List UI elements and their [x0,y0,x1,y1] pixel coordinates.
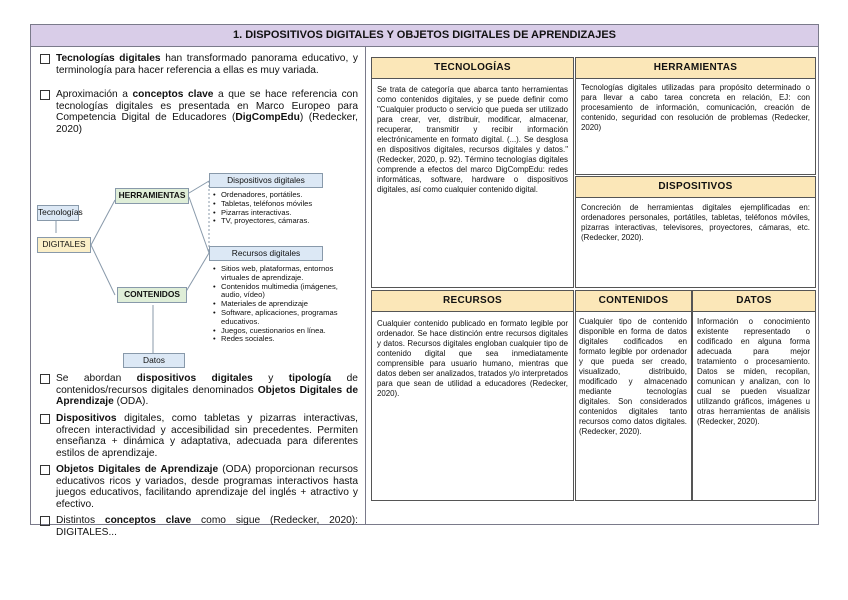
header-tecnologias: TECNOLOGÍAS [371,57,574,79]
text-recursos: Cualquier contenido publicado en formato legible por ordenador. Se hace distinción entre recursos digitales y datos. Recursos digitales engloban cualquier tipo de contenido digital que sea inmediatamente comprensible para usuario humano, mientras que datos deben ser analizados, tratados y/o interpretados para que sean de utilidad a educadores (Redecker, 2020). [377,319,568,398]
bullet-tecnologias: Tecnologías digitales han transformado panorama educativo, y terminología para hacer referencia a ellas es muy variada. [40,53,358,76]
checkbox-icon [40,465,50,475]
checkbox-icon [40,90,50,100]
right-column [366,47,818,524]
dispositivos-list [213,191,353,226]
text-herramientas: Tecnologías digitales utilizadas para propósito determinado o para llevar a cabo tarea concreta en relación, EJ: con procesamiento de información, comunicación, creación de contenido, seguridad con resolución de problemas (Redecker, 2020) [581,83,810,132]
node-recursos: Recursos digitales [209,246,323,261]
slide-frame [30,24,819,538]
recursos-list [213,265,359,344]
list-item: • Tabletas, teléfonos móviles [213,200,353,209]
list-item: • Contenidos multimedia (imágenes, audio, vídeo) [213,283,359,301]
header-recursos: RECURSOS [371,290,574,312]
node-contenidos: CONTENIDOS [117,287,187,303]
node-datos: Datos [123,353,185,368]
bullet-oda: Objetos Digitales de Aprendizaje (ODA) proporcionan recursos educativos ricos y variados, desde programas interactivos hasta juegos educativos, facilitando aprendizaje del inglés + atractivo y efectivo. [40,464,358,510]
left-column [31,47,366,538]
list-item: • Ordenadores, portátiles. [213,191,353,200]
header-contenidos: CONTENIDOS [575,290,692,312]
checkbox-icon [40,414,50,424]
list-item: • TV, proyectores, cámaras. [213,217,353,226]
list-item: • Juegos, cuestionarios en línea. [213,327,359,336]
list-item: • Pizarras interactivas. [213,209,353,218]
text-datos: Información o conocimiento existente representado o codificado en alguna forma adecuada para mejor tratamiento o procesamiento. Datos se miden, recopilan, comunican y analizan, con lo cual se pueden visualizar utilizando gráficos, imágenes u otras herramientas de análisis (Redecker, 2020). [697,317,810,426]
list-item: • Redes sociales. [213,335,359,344]
node-herramientas: HERRAMIENTAS [115,188,189,204]
concept-diagram [31,145,365,370]
header-herramientas: HERRAMIENTAS [575,57,816,79]
text-contenidos: Cualquier tipo de contenido disponible en forma de datos digitales codificados en formato legible por ordenador y que pueda ser creado, visualizado, distribuido, modificado y almacenado mediante tecnologías digitales. Son considerados contenidos digitales tanto recursos como datos digitales. (Redecker, 2020). [579,317,687,436]
node-digitales: DIGITALES [37,237,91,253]
node-tecnologias: Tecnologías [37,205,79,221]
bullet-distintos: Distintos conceptos clave como sigue (Redecker, 2020): DIGITALES... [40,515,358,538]
bullet-dispositivos: Dispositivos digitales, como tabletas y pizarras interactivas, ofrecen interactividad y accesibilidad sin precedentes. Permiten enseñanza + dinámica y adaptativa, adecuada para diferentes estilos de aprendizaje. [40,413,358,459]
node-dispositivos: Dispositivos digitales [209,173,323,188]
header-dispositivos: DISPOSITIVOS [575,176,816,198]
bullet-abordan: Se abordan dispositivos digitales y tipología de contenidos/recursos digitales denominados Objetos Digitales de Aprendizaje (ODA). [40,373,358,408]
list-item: • Sitios web, plataformas, entornos virtuales de aprendizaje. [213,265,359,283]
text-dispositivos: Concreción de herramientas digitales ejemplificadas en: ordenadores personales, portátiles, tabletas, teléfonos móviles, pizarras interactivas, televisores, proyectores, cámaras, etc. (Redecker, 2020). [581,203,810,242]
bullet-conceptos: Aproximación a conceptos clave a que se hace referencia con tecnologías digitales es presentada en Marco Europeo para Competencia Digital de Educadores (DigCompEdu) (Redecker, 2020) [40,89,358,135]
checkbox-icon [40,516,50,526]
header-datos: DATOS [692,290,816,312]
text-tecnologias: Se trata de categoría que abarca tanto herramientas como contenidos digitales, y se puede definir como "Cualquier producto o servicio que pueda ser utilizado para crear, ver, distribuir, modificar, almacenar, recuperar, transmitir y recibir información electrónicamente en formato digital. (...). Se desglosa en dispositivos digitales, recursos digitales y datos." (Redecker, 2020, p. 92). Término tecnologías digitales comprende a efectos del marco DigCompEdu: redes informáticas, software, hardware o dispositivos digitales, así como cualquier contenido digital. [377,85,568,194]
slide-title: 1. DISPOSITIVOS DIGITALES Y OBJETOS DIGITALES DE APRENDIZAJES [31,25,818,47]
list-item: • Software, aplicaciones, programas educativos. [213,309,359,327]
checkbox-icon [40,54,50,64]
checkbox-icon [40,374,50,384]
list-item: • Materiales de aprendizaje [213,300,359,309]
